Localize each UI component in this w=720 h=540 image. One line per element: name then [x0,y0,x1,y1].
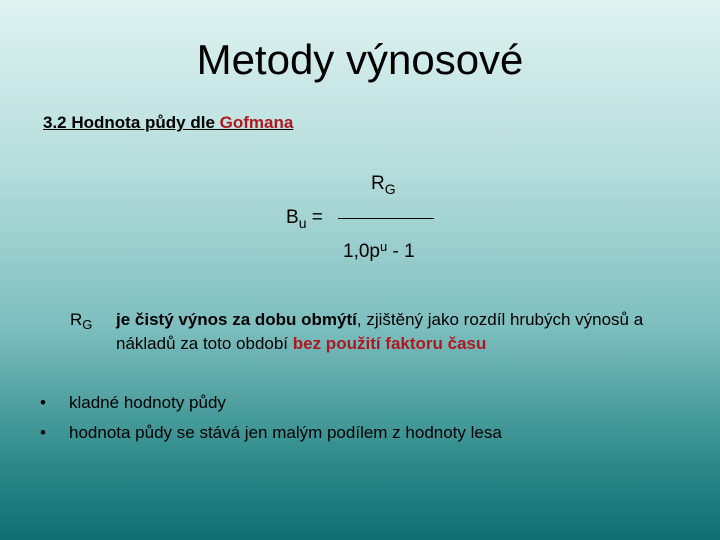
list-item [40,388,502,418]
denominator-exponent: u [379,239,388,254]
equals-sign: = [311,207,323,228]
definition-middle: , zjištěný jako rozdíl hrubých výnosů a nákladů za toto období [116,310,644,353]
bullet-text: hodnota půdy se stává jen malým podílem z hodnoty lesa [69,423,502,442]
list-item [40,418,502,448]
bullet-icon: • [40,393,46,412]
bullet-list [40,388,502,448]
formula-denominator [343,241,415,263]
section-subtitle [43,113,293,133]
lhs-symbol: B [286,207,299,228]
denominator-rest: - 1 [387,241,415,262]
numerator-subscript: G [384,181,396,197]
numerator-symbol: R [371,173,385,194]
bullet-text: kladné hodnoty půdy [69,393,226,412]
subtitle-prefix: 3.2 Hodnota půdy dle [43,113,220,132]
lhs-subscript: u [298,215,307,231]
denominator-base: 1,0p [343,241,380,262]
subtitle-name: Gofmana [219,113,294,132]
definition-red: bez použití faktoru času [292,334,487,353]
definition-symbol [70,310,92,330]
slide-title: Metody výnosové [196,36,524,83]
fraction-line [338,218,434,219]
definition-symbol-r: R [70,310,83,329]
definition-symbol-sub: G [82,317,93,332]
definition-text [116,308,676,356]
bullet-icon: • [40,423,46,442]
definition-bold: je čistý výnos za dobu obmýtí [116,310,357,329]
formula-numerator [371,173,396,195]
formula-lhs [286,207,323,229]
